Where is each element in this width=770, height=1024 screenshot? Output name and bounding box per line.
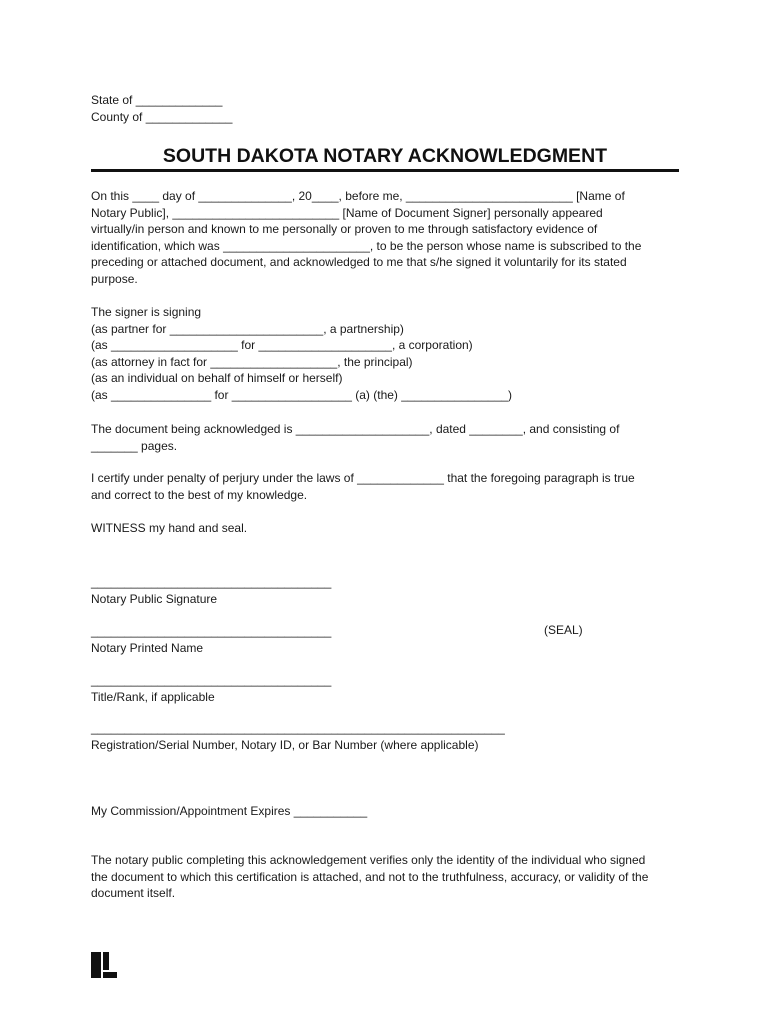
signer-capacity-list	[91, 304, 512, 404]
signer-line: (as an individual on behalf of himself or herself)	[91, 371, 343, 386]
disclaimer-line: document itself.	[91, 886, 176, 901]
disclaimer-line: The notary public completing this acknowledgement verifies only the identity of the individual who signed	[91, 853, 646, 867]
county-line: County of _____________	[91, 109, 233, 124]
registration-number-block	[91, 720, 505, 753]
signature-line: ____________________________________	[91, 575, 332, 589]
signer-line: (as attorney in fact for ___________________, the principal)	[91, 354, 413, 369]
registration-line: ______________________________________________________________	[91, 721, 505, 735]
witness-statement: WITNESS my hand and seal.	[91, 521, 248, 535]
document-title: SOUTH DAKOTA NOTARY ACKNOWLEDGMENT	[162, 145, 608, 167]
brand-logo-icon	[91, 952, 117, 978]
perjury-certification	[91, 470, 635, 503]
document-description	[91, 421, 619, 454]
intro-line: virtually/in person and known to me personally or proven to me through satisfactory evidence of	[91, 222, 598, 237]
certify-line: and correct to the best of my knowledge.	[91, 487, 308, 502]
printed-name-label: Notary Printed Name	[91, 640, 204, 655]
commission-expiry: My Commission/Appointment Expires ___________	[91, 804, 368, 818]
title-rank-label: Title/Rank, if applicable	[91, 689, 215, 704]
state-line: State of _____________	[91, 93, 223, 107]
notary-signature-block	[91, 574, 331, 607]
venue-header	[91, 92, 232, 125]
intro-line: Notary Public], _________________________ [Name of Document Signer] personally appeared	[91, 205, 603, 220]
disclaimer-line: the document to which this certification is attached, and not to the truthfulness, accuracy, or validity of the	[91, 869, 649, 884]
intro-line: On this ____ day of ______________, 20____, before me, _________________________ [Name of	[91, 189, 625, 203]
title-rank-block	[91, 672, 331, 705]
document-line: The document being acknowledged is ____________________, dated ________, and consisting of	[91, 422, 620, 436]
document-line: _______ pages.	[91, 438, 178, 453]
signer-line: (as partner for _______________________, a partnership)	[91, 321, 404, 336]
certify-line: I certify under penalty of perjury under the laws of _____________ that the foregoing paragraph is true	[91, 471, 635, 485]
signer-line: (as _______________ for __________________ (a) (the) ________________)	[91, 387, 513, 402]
signature-label: Notary Public Signature	[91, 591, 218, 606]
notary-printed-name-block	[91, 623, 331, 656]
title-rank-line: ____________________________________	[91, 673, 332, 687]
signer-line: (as ___________________ for ____________________, a corporation)	[91, 338, 473, 353]
registration-label: Registration/Serial Number, Notary ID, or Bar Number (where applicable)	[91, 737, 479, 752]
notary-disclaimer	[91, 852, 691, 902]
intro-line: purpose.	[91, 271, 138, 286]
intro-line: preceding or attached document, and acknowledged to me that s/he signed it voluntarily for its stated	[91, 255, 627, 270]
title-underline	[91, 169, 679, 172]
printed-name-line: ____________________________________	[91, 624, 332, 638]
acknowledgment-paragraph	[91, 188, 641, 288]
signer-line: The signer is signing	[91, 305, 202, 319]
seal-placeholder: (SEAL)	[544, 623, 583, 637]
intro-line: identification, which was ______________________, to be the person whose name is subscribed to the	[91, 238, 642, 253]
